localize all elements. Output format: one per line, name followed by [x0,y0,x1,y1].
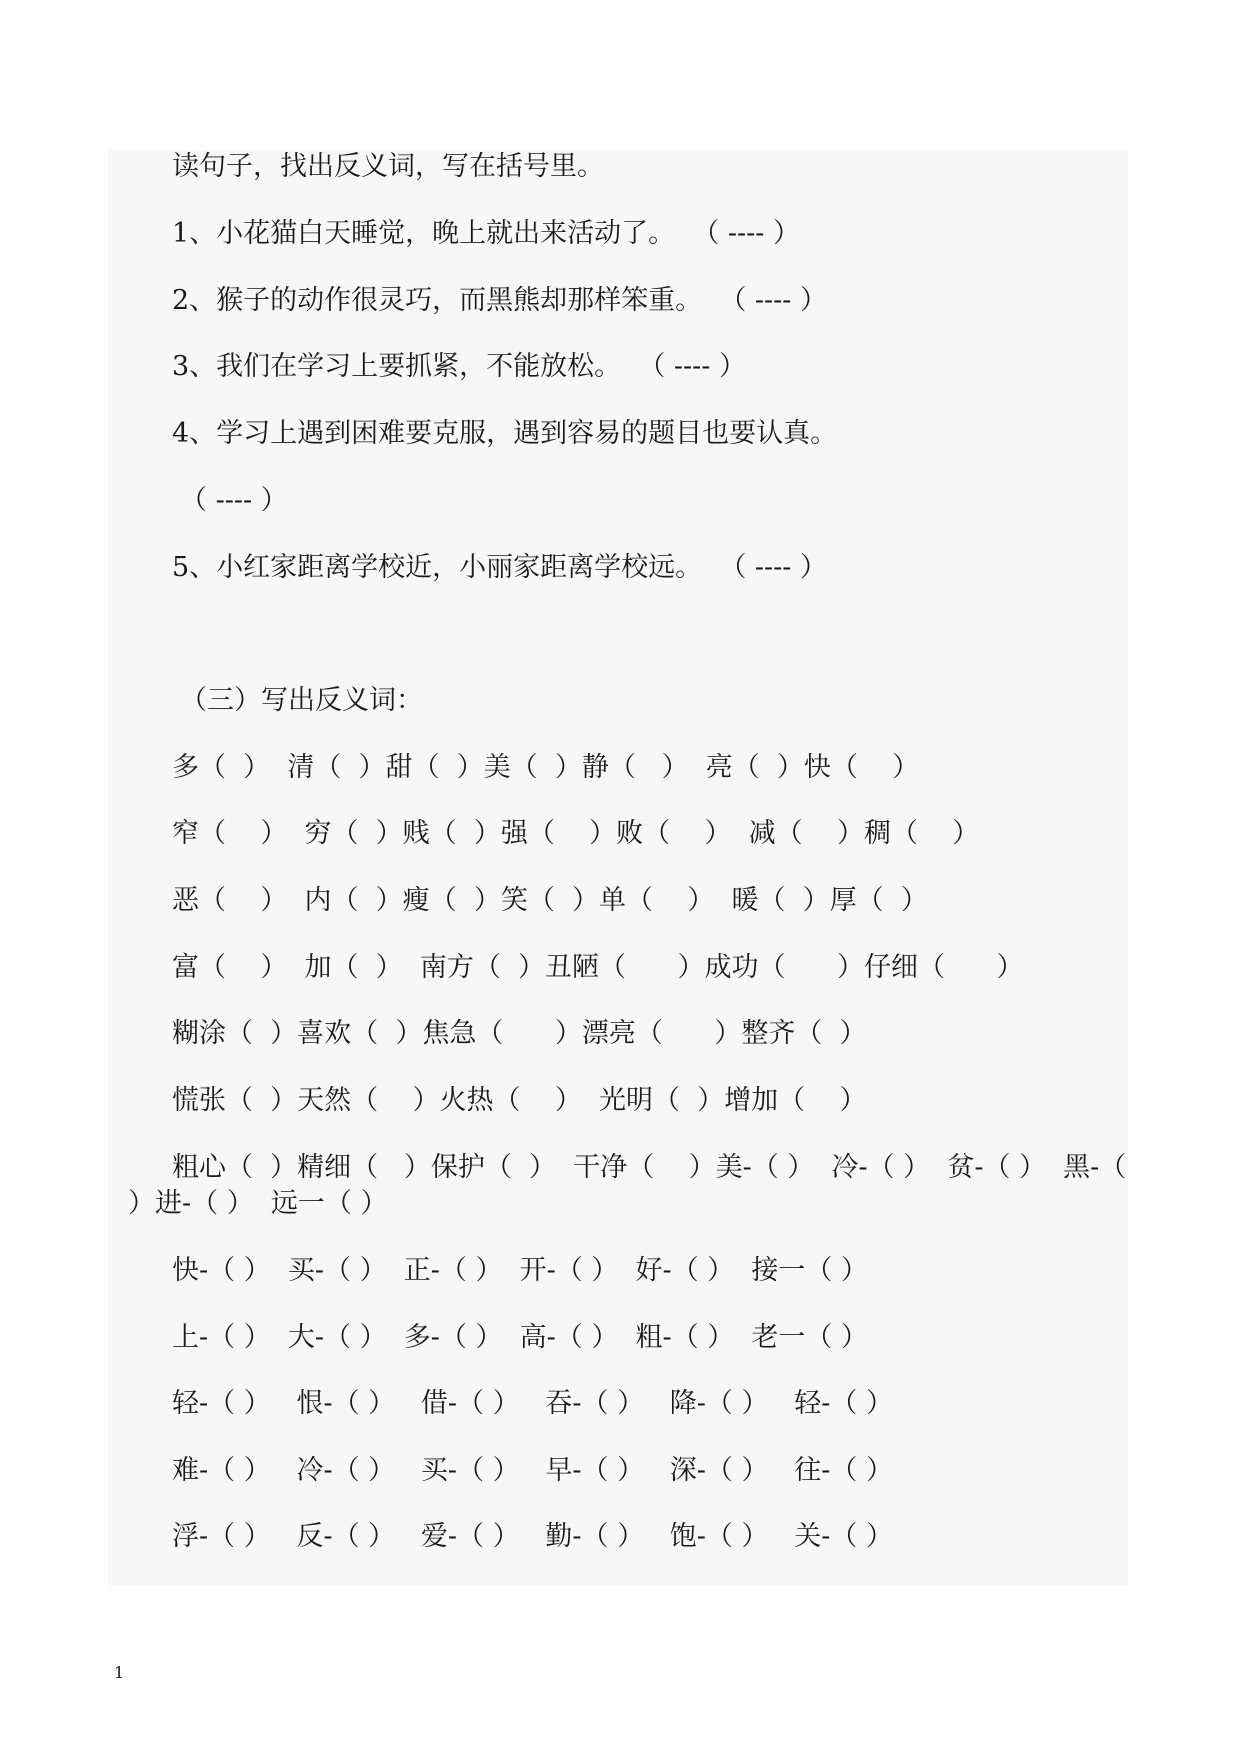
sentence-1: 1、小花猫白天睡觉，晚上就出来活动了。 （ ---- ） [172,218,800,249]
antonym-row: 恶（ ） 内（ ）瘦（ ）笑（ ）单（ ） 暖（ ）厚（ ） [172,885,928,916]
sentence-4: 4、学习上遇到困难要克服，遇到容易的题目也要认真。 [172,418,838,449]
instruction-text: 读句子，找出反义词，写在括号里。 [172,151,604,182]
sentence-5: 5、小红家距离学校近，小丽家距离学校远。 （ ---- ） [172,552,827,583]
antonym-row: 快-（ ） 买-（ ） 正-（ ） 开-（ ） 好-（ ） 接一（ ） [172,1255,868,1286]
antonym-row: 上-（ ） 大-（ ） 多-（ ） 高-（ ） 粗-（ ） 老一（ ） [172,1322,868,1353]
sentence-4-answer: （ ---- ） [180,485,288,516]
antonym-row: 糊涂（ ）喜欢（ ）焦急（ ）漂亮（ ）整齐（ ） [172,1018,867,1049]
antonym-row: 慌张（ ）天然（ ）火热（ ） 光明（ ）增加（ ） [172,1085,867,1116]
antonym-row: 粗心（ ）精细（ ）保护（ ） 干净（ ）美-（ ） 冷-（ ） 贫-（ ） 黑-（ [172,1152,1127,1183]
sentence-2: 2、猴子的动作很灵巧，而黑熊却那样笨重。 （ ---- ） [172,285,827,316]
antonym-row-continued: ）进-（ ） 远一（ ） [128,1188,388,1219]
antonym-row: 难-（ ） 冷-（ ） 买-（ ） 早-（ ） 深-（ ） 往-（ ） [172,1455,893,1486]
page-number: 1 [114,1663,125,1682]
antonym-row: 窄（ ） 穷（ ）贱（ ）强（ ）败（ ） 减（ ）稠（ ） [172,818,980,849]
antonym-row: 多（ ） 清（ ）甜（ ）美（ ）静（ ） 亮（ ）快（ ） [172,752,920,783]
section-heading: （三）写出反义词： [180,685,423,716]
antonym-row: 轻-（ ） 恨-（ ） 借-（ ） 吞-（ ） 降-（ ） 轻-（ ） [172,1388,893,1419]
antonym-row: 浮-（ ） 反-（ ） 爱-（ ） 勤-（ ） 饱-（ ） 关-（ ） [172,1521,893,1552]
sentence-3: 3、我们在学习上要抓紧，不能放松。 （ ---- ） [172,351,746,382]
antonym-row: 富（ ） 加（ ） 南方（ ）丑陋（ ）成功（ ）仔细（ ） [172,952,1024,983]
